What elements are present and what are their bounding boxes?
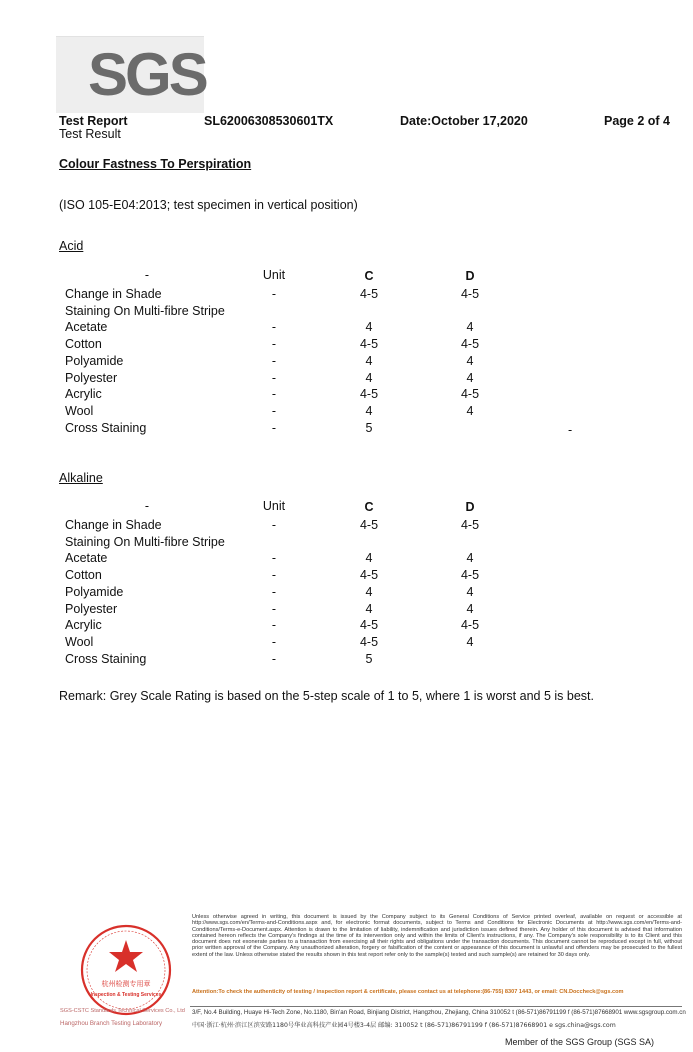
report-date: Date:October 17,2020 [400, 114, 528, 128]
row-value-c: 4 [365, 353, 373, 368]
row-value-d: 4 [466, 634, 474, 649]
row-value-c: 4 [365, 601, 373, 616]
footer-divider [190, 1006, 682, 1007]
row-value-d: 4 [466, 584, 474, 599]
row-value-c: 4 [365, 551, 373, 566]
row-unit: - [271, 584, 277, 599]
stamp-lab-company: SGS-CSTC Standards Technical Services Co., Ltd [60, 1008, 185, 1014]
row-label: Polyamide [65, 353, 124, 368]
row-value-c: 5 [365, 651, 373, 666]
acid-stray-mark: - [568, 423, 573, 437]
acid-col-unit: Unit [262, 268, 286, 282]
row-label: Wool [65, 403, 94, 418]
row-label: Polyester [65, 370, 118, 385]
acid-col-d: D [465, 269, 475, 283]
row-value-c: 4-5 [359, 287, 379, 301]
member-line: Member of the SGS Group (SGS SA) [505, 1037, 655, 1047]
row-unit: - [271, 387, 277, 402]
acid-heading: Acid [59, 239, 84, 253]
row-value-d: 4-5 [460, 287, 480, 301]
remark: Remark: Grey Scale Rating is based on the 5-step scale of 1 to 5, where 1 is worst and 5 is best. [59, 689, 594, 703]
row-label: Change in Shade [65, 518, 162, 532]
row-unit: - [271, 651, 277, 666]
row-unit: - [271, 353, 277, 368]
row-unit: - [271, 287, 277, 301]
row-value-d: 4-5 [460, 618, 480, 633]
row-unit: - [271, 568, 277, 583]
row-label: Acrylic [65, 618, 102, 633]
legal-disclaimer: Unless otherwise agreed in writing, this document is issued by the Company subject to its General Conditions of Service printed overleaf, available on request or accessible at http://www.sgs.com/en/Terms-and-Conditions.aspx and, for electronic format documents, subject to Terms and Conditions for Electronic Documents at http://www.sgs.com/en/Terms-and-Conditions/Terms-e-Document.aspx. Attention is drawn to the limitation of liability, indemnification and jurisdiction issues defined therein. Any holder of this document is advised that information contained hereon reflects the Company's findings at the time of its intervention only and within the limits of Client's instructions, if any. The Company's sole responsibility is to its Client and this document does not exonerate parties to a transaction from exercising all their rights and obligations under the transaction documents. This document cannot be reproduced except in full, without prior written approval of the Company. Any unauthorized alteration, forgery or falsification of the content or appearance of this document is unlawful and offenders may be prosecuted to the fullest extent of the law. Unless otherwise stated the results shown in this test report refer only to the sample(s) tested and such sample(s) are retained for 30 days only. [192, 914, 682, 958]
row-value-c: 4-5 [359, 387, 379, 402]
row-unit: - [271, 370, 277, 385]
row-value-c: 4-5 [359, 568, 379, 583]
row-label: Acrylic [65, 387, 102, 402]
stamp-name-cn: 杭州检测专用章 [101, 980, 151, 988]
stamp-lab-branch: Hangzhou Branch Testing Laboratory [60, 1020, 163, 1027]
row-value-c: 4-5 [359, 337, 379, 352]
laboratory-stamp [58, 912, 186, 1030]
address-chinese: 中国·浙江·杭州·滨江区滨安路1180号华业高科技产业园4号楼3-4层 邮编: 310052 t (86-571)86791199 f (86-571)87668901 e sgs.china@sgs.com [192, 1022, 616, 1029]
row-label: Acetate [65, 551, 108, 566]
row-value-d: 4 [466, 370, 474, 385]
row-label: Change in Shade [65, 287, 162, 301]
row-unit: - [271, 337, 277, 352]
row-label: Polyester [65, 601, 118, 616]
row-value-c: 4-5 [359, 634, 379, 649]
row-value-c: 4 [365, 320, 373, 335]
row-unit: - [271, 601, 277, 616]
row-value-d: 4-5 [460, 387, 480, 402]
section-label: Test Result [59, 127, 121, 141]
row-value-c: 4-5 [359, 518, 379, 532]
row-value-d: 4-5 [460, 568, 480, 583]
stamp-ring [82, 926, 170, 1014]
row-value-d: 4-5 [460, 337, 480, 352]
alkaline-col-unit: Unit [262, 499, 286, 513]
alkaline-col-item: - [144, 499, 150, 513]
row-label: Polyamide [65, 584, 124, 599]
row-value-c: 4-5 [359, 618, 379, 633]
alkaline-col-d: D [465, 500, 475, 514]
row-unit: - [271, 420, 277, 435]
row-unit: - [271, 634, 277, 649]
row-label: Cotton [65, 337, 102, 352]
row-label: Acetate [65, 320, 108, 335]
row-unit: - [271, 618, 277, 633]
row-value-c: 4 [365, 370, 373, 385]
acid-col-c: C [364, 269, 374, 283]
stamp-services: Inspection & Testing Services [90, 992, 162, 998]
page-title: Colour Fastness To Perspiration [59, 157, 252, 171]
acid-col-item: - [144, 268, 150, 282]
page-number: Page 2 of 4 [604, 114, 670, 128]
row-label: Cotton [65, 568, 102, 583]
row-label: Staining On Multi-fibre Stripe [65, 303, 225, 318]
sgs-logo: SGS [88, 41, 206, 108]
report-label: Test Report [59, 114, 128, 128]
star-icon [109, 940, 143, 972]
row-unit: - [271, 518, 277, 532]
alkaline-col-c: C [364, 500, 374, 514]
row-value-d: 4 [466, 353, 474, 368]
address-english: 3/F, No.4 Building, Huaye Hi-Tech Zone, No.1180, Bin'an Road, Binjiang District, Hangzhou, Zhejiang, China 310052 t (86-571)86791199 f (86-571)87668901 www.sgsgroup.com.cn [192, 1009, 686, 1016]
alkaline-heading: Alkaline [59, 471, 103, 485]
row-label: Staining On Multi-fibre Stripe [65, 534, 225, 549]
row-value-d: 4 [466, 320, 474, 335]
row-label: Cross Staining [65, 420, 147, 435]
report-number: SL62006308530601TX [204, 114, 334, 128]
authenticity-notice: Attention:To check the authenticity of testing / inspection report & certificate, please contact us at telephone:(86-755) 8307 1443, or email: CN.Doccheck@sgs.com [192, 989, 624, 995]
row-value-d: 4 [466, 601, 474, 616]
row-label: Wool [65, 634, 94, 649]
row-value-c: 4 [365, 403, 373, 418]
row-value-c: 4 [365, 584, 373, 599]
row-value-d: 4 [466, 551, 474, 566]
row-value-d: 4 [466, 403, 474, 418]
row-unit: - [271, 551, 277, 566]
row-unit: - [271, 320, 277, 335]
test-method: (ISO 105-E04:2013; test specimen in vertical position) [59, 198, 358, 212]
row-unit: - [271, 403, 277, 418]
row-label: Cross Staining [65, 651, 147, 666]
row-value-d: 4-5 [460, 518, 480, 532]
row-value-c: 5 [365, 420, 373, 435]
